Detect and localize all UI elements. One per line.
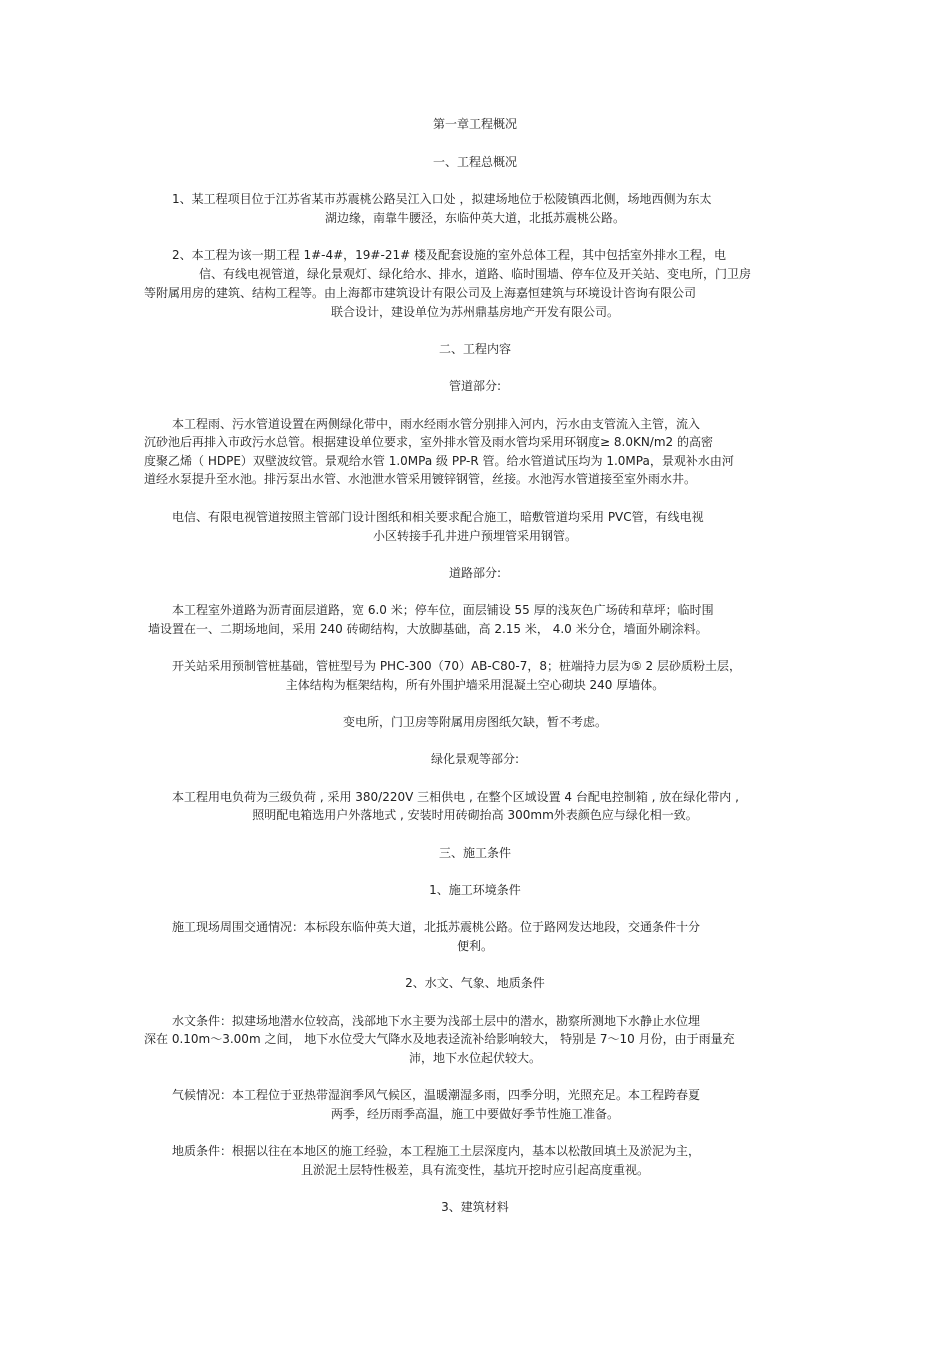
hydro-p1-line3: 沛，地下水位起伏较大。 [408, 1051, 541, 1065]
road-heading: 道路部分: [448, 566, 502, 580]
env-p1-line1: 施工现场周围交通情况：本标段东临仲英大道，北抵苏震桃公路。位于路网发达地段，交通条件十分 [172, 920, 701, 934]
hydro-p1-line1: 水文条件：拟建场地潜水位较高，浅部地下水主要为浅部土层中的潜水，勘察所测地下水静止水位埋 [172, 1014, 701, 1028]
road-p2-line2: 主体结构为框架结构，所有外围护墙采用混凝土空心砌块 240 厚墙体。 [285, 678, 665, 692]
chapter-title: 第一章工程概况 [432, 117, 517, 131]
pipe-p2-line2: 小区转接手孔井进户预埋管采用钢管。 [372, 529, 577, 543]
hydro-p2-line2: 两季，经历雨季高温，施工中要做好季节性施工准备。 [330, 1107, 619, 1121]
road-p3: 变电所，门卫房等附属用房图纸欠缺，暂不考虑。 [342, 715, 607, 729]
hydro-p2-line1: 气候情况：本工程位于亚热带湿润季风气候区，温暖潮湿多雨，四季分明，光照充足。本工程跨春夏 [172, 1088, 701, 1102]
road-p1-line1: 本工程室外道路为沥青面层道路，宽 6.0 米；停车位，面层铺设 55 厚的浅灰色广场砖和草坪；临时围 [172, 603, 714, 617]
env-p1-line2: 便利。 [456, 939, 493, 953]
hydro-heading: 2、水文、气象、地质条件 [405, 976, 545, 990]
section1-p2-line2: 信、有线电视管道，绿化景观灯、绿化给水、排水，道路、临时围墙、停车位及开关站、变电所，门卫房 [198, 267, 751, 281]
pipe-p1-line4: 道经水泵提升至水池。排污泵出水管、水池泄水管采用镀锌钢管，丝接。水池泻水管道接至室外雨水井。 [144, 472, 697, 486]
materials-heading: 3、建筑材料 [441, 1200, 509, 1214]
road-p1-line2: 墙设置在一、二期场地间，采用 240 砖砌结构，大放脚基础，高 2.15 米， 4.0 米分仓，墙面外刷涂料。 [148, 622, 708, 636]
section1-p2-line4: 联合设计，建设单位为苏州鼎基房地产开发有限公司。 [330, 305, 619, 319]
hydro-p1-line2: 深在 0.10m～3.00m 之间， 地下水位受大气降水及地表迳流补给影响较大， 特别是 7～10 月份，由于雨量充 [144, 1032, 735, 1046]
pipe-p1-line1: 本工程雨、污水管道设置在两侧绿化带中，雨水经雨水管分别排入河内，污水由支管流入主管，流入 [172, 417, 701, 431]
hydro-p3-line1: 地质条件：根据以往在本地区的施工经验，本工程施工土层深度内，基本以松散回填土及淤泥为主， [172, 1144, 701, 1158]
section1-p1-line2: 湖边缘，南靠牛腰泾，东临仲英大道，北抵苏震桃公路。 [324, 211, 625, 225]
pipe-heading: 管道部分: [448, 379, 502, 393]
section3-heading: 三、施工条件 [438, 846, 511, 860]
section1-heading: 一、工程总概况 [432, 155, 517, 169]
green-heading: 绿化景观等部分: [430, 752, 520, 766]
section1-p2-line1: 2、本工程为该一期工程 1#-4#，19#-21# 楼及配套设施的室外总体工程，其中包括室外排水工程，电 [172, 248, 726, 262]
pipe-p1-line3: 度聚乙烯（ HDPE）双壁波纹管。景观给水管 1.0MPa 级 PP-R 管。给水管道试压均为 1.0MPa，景观补水由河 [144, 454, 734, 468]
section1-p1-line1: 1、某工程项目位于江苏省某市苏震桃公路吴江入口处 ，拟建场地位于松陵镇西北侧，场地西侧为东太 [172, 192, 712, 206]
pipe-p1-line2: 沉砂池后再排入市政污水总管。根据建设单位要求，室外排水管及雨水管均采用环钢度≥ 8.0KN/m2 的高密 [144, 435, 713, 449]
green-p1-line1: 本工程用电负荷为三级负荷 , 采用 380/220V 三相供电 , 在整个区域设置 4 台配电控制箱 , 放在绿化带内 , [172, 790, 739, 804]
env-heading: 1、施工环境条件 [429, 883, 521, 897]
pipe-p2-line1: 电信、有限电视管道按照主管部门设计图纸和相关要求配合施工，暗敷管道均采用 PVC管，有线电视 [172, 510, 704, 524]
section2-heading: 二、工程内容 [438, 342, 511, 356]
section1-p2-line3: 等附属用房的建筑、结构工程等。由上海都市建筑设计有限公司及上海嘉恒建筑与环境设计咨询有限公司 [144, 286, 697, 300]
hydro-p3-line2: 且淤泥土层特性极差，具有流变性，基坑开挖时应引起高度重视。 [300, 1163, 649, 1177]
green-p1-line2: 照明配电箱选用户外落地式 , 安装时用砖砌抬高 300mm外表颜色应与绿化相一致。 [252, 808, 698, 822]
road-p2-line1: 开关站采用预制管桩基础，管桩型号为 PHC-300（70）AB-C80-7，8；桩端持力层为⑤ 2 层砂质粉土层， [172, 659, 742, 673]
